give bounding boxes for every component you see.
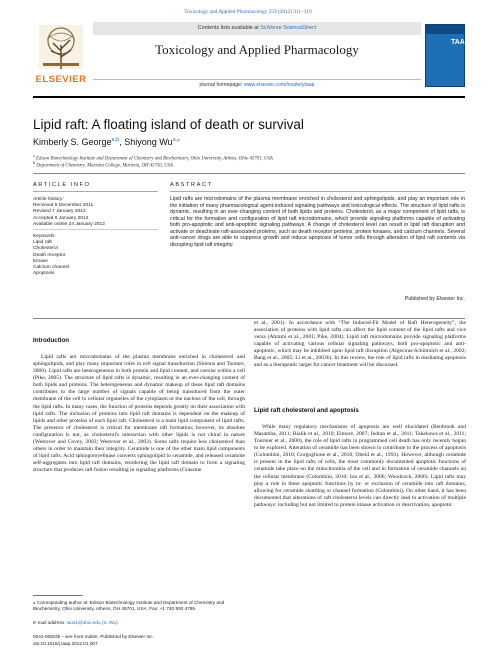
journal-title: Toxicology and Applied Pharmacology [155,42,359,57]
author-list: Kimberly S. George$^{a,b}$, Shiyong $Wu^{a,⁎}$ [33,137,180,147]
keyword: Lipid raft [33,240,52,246]
header-divider [33,173,465,174]
abstract-text: Lipid rafts are microdomains of the plasma membrane enriched in cholesterol and sphingolipids, and play an important role in the initiation of many pharmacological agent-induced signaling pathways and toxicological effects. The structure of lipid rafts is dynamic, resulting in an ever-changing content of both lipids and proteins. Cholesterol, as a major component of lipid rafts, is critical for the formation and configuration of lipid raft microdomains, which provide signaling platforms capable of activating both pro-apoptotic and anti-apoptotic signaling pathways. A change of cholesterol level can result in lipid raft disruption and activate or deactivate raft-associated proteins, such as death receptor proteins, protein kinases, and calcium channels. Several anti-cancer drugs are able to suppress growth and induce apoptosis of tumor cells through alteration of lipid raft contents via disrupting lipid raft integrity. [170,196,465,248]
affiliation-text: Edison Biotechnology Institute and Department of Chemistry and Biochemistry, Ohio University, Athens, Ohio 45701, USA [35,156,273,162]
journal-header-box [93,22,421,93]
elsevier-wordmark: ELSEVIER [35,74,87,85]
corresponding-author-note: ⁎ Corresponding author at: Edison Biotechnology Institute and Department of Chemistry and Biochemistry, Ohio University, Athens, OH 45701, USA. Fax: +1 740 593 4795. [33,600,225,611]
article-title: Lipid raft: A floating island of death or survival [33,117,304,132]
published-by: Published by Elsevier Inc. [404,296,465,302]
introduction-heading: Introduction [33,337,70,344]
journal-homepage-bar [93,79,421,90]
email-label: E-mail address: [33,620,66,625]
keywords-list [33,234,158,277]
section-text: While many regulatory mechanisms of apoptosis are well elucidated (Benbrook and Masamha, 2011; Bialik et al., 2010; Elmore, 2007; Indran et al., 2011; Takekawa et al., 2011; Tournier et al., 2000), the role of lipid rafts in programmed cell death has only recently begun to be explored. Alteration of ceramide has been shown to contribute to the process of apoptosis (Colombini, 2010; Gorgoglione et al., 2010; Obeid et al., 1993). However, although ceramide is present in the lipid rafts of cells, the most commonly documented apoptotic functions of ceramide take place on the mitochondria of the cell and in formation of ceramide channels on the cellular membrane (Colombini, 2010; Ion et al., 2006; Woodcock, 2006). Lipid rafts may play a role in these apoptotic functions by in- or exclusion of ceramide into raft domains, allowing for ceramide shuttling or channel formation (Colombini). On other hand, it has been documented that alterations of raft cholesterol levels can directly lead to activation of multiple pathways: including but not limited to protein kinase activation or deactivation, apoptotic [254,424,466,508]
keyword: Kinase [33,258,48,264]
cover-acronym: TAAP [451,39,470,46]
affiliation-text: Department of Chemistry, Marietta College, Marietta, OH 45750, USA [36,163,173,169]
masthead-divider [33,96,465,98]
keyword: Cholesterol [33,246,58,252]
journal-masthead [33,22,470,93]
article-history [33,197,158,228]
issn-line: 0041-008X/$ – see front matter. Published by Elsevier Inc. [33,634,154,639]
introduction-paragraph [33,354,245,474]
abstract-rule [170,191,465,192]
article-info-rule [33,191,158,192]
affiliation-mark: a [33,153,35,158]
elsevier-tree-icon [39,25,83,69]
footnote-rule [33,595,83,596]
history-label: Article history: [33,197,64,202]
affiliation [33,160,465,169]
author-name[interactable]: Shiyong Wu [124,137,173,147]
history-item: Revised 7 January 2012 [33,209,86,215]
homepage-link[interactable]: www.elsevier.com/locate/ytaap [243,82,315,88]
continuation-paragraph: et al., 2001). In accordance with “The Induced-Fit Model of Raft Heterogeneity”, the association of proteins with lipid rafts can affect the lipid content of the lipid rafts and vice versa (Abrami et al., 2001; Pike, 2004). Lipid raft microdomains provide signaling platforms capable of activating various cellular signaling pathways, both pro-apoptotic and anti-apoptotic, which may be inhibited upon lipid raft disruption (Algeciras-Schimnich et al., 2002; Bang et al., 2005; Li et al., 2003b). In this review, the role of lipid rafts in mediating apoptosis and as a therapeutic target for cancer treatment will be discussed. [254,320,466,369]
history-item: Accepted 9 January 2012 [33,215,89,221]
history-item: Available online 24 January 2012 [33,221,105,227]
keywords-label: Keywords: [33,234,56,239]
body-divider [33,318,465,319]
author-name[interactable]: Kimberly S. George [33,137,112,147]
affiliation-mark: b [33,160,35,165]
journal-cover-thumbnail[interactable] [425,24,470,87]
contents-prefix: Contents lists available at [197,25,261,31]
author-marks[interactable]: a,b [111,137,120,143]
author-marks[interactable]: a,⁎ [172,137,180,143]
keywords-rule [33,229,158,230]
abstract-heading: ABSTRACT [170,182,213,188]
section-paragraph [254,424,466,509]
cover-band [426,25,464,34]
elsevier-logo[interactable] [33,25,89,89]
section-heading-cholesterol: Lipid raft cholesterol and apoptosis [254,407,359,414]
history-item: Received 5 December 2011 [33,203,94,209]
homepage-prefix: journal homepage: [199,82,244,88]
contents-bar [93,22,421,35]
email-note [33,620,245,626]
email-link[interactable]: wus1@ohio.edu (S. Wu). [66,620,119,625]
running-head[interactable]: Toxicology and Applied Pharmacology 259 (2012) 311–319 [184,9,312,15]
sciencedirect-link[interactable]: SciVerse ScienceDirect [260,25,317,31]
doi-link[interactable]: doi:10.1016/j.taap.2012.01.007 [33,641,98,646]
keyword: Death receptor [33,252,66,258]
keyword: Apoptosis [33,271,55,277]
introduction-text: Lipid rafts are microdomains of the plasma membrane enriched in cholesterol and sphingolipids, and play many important roles in cell signal transduction (Simons and Toomre, 2000). Lipid rafts are heterogeneous in both protein and lipid content, and coexist within a cell (Pike, 2005). The structure of lipid rafts is dynamic, resulting in an ever-changing content of both lipids and proteins. The heterogeneous and dynamic makeup of these lipid raft domains contributes to the large number of signals capable of being transduced from the outer membrane of the cell to cellular organelles of the cytoplasm or the nucleus of the cell, through the lipid rafts. In many cases, the function of proteins depends greatly on their association with lipid rafts. The inclusion of proteins into lipid raft domains is dependent on the makeup of lipids and other proteins of each lipid raft. Cholesterol is a main lipid component of lipid rafts. The presence of cholesterol is critical for membrane raft formation; however, its absolute configuration is not, as cholesterol's interaction with other lipids is not chiral in nature (Westover and Covey, 2003; Westover et al., 2003). Some rafts require less cholesterol than others in order to maintain their integrity. Ceramide is one of the other main lipid components of lipid rafts. Acid sphingomyelinase converts sphingolipid to ceramide, and released ceramide self-aggregates into lipid raft domains, reordering the lipid raft domain to form a signaling structure that produces raft fusion resulting in signaling platforms (Grassme [33,354,245,474]
article-info-heading: ARTICLE INFO [33,182,91,188]
keyword: Calcium channel [33,265,70,271]
